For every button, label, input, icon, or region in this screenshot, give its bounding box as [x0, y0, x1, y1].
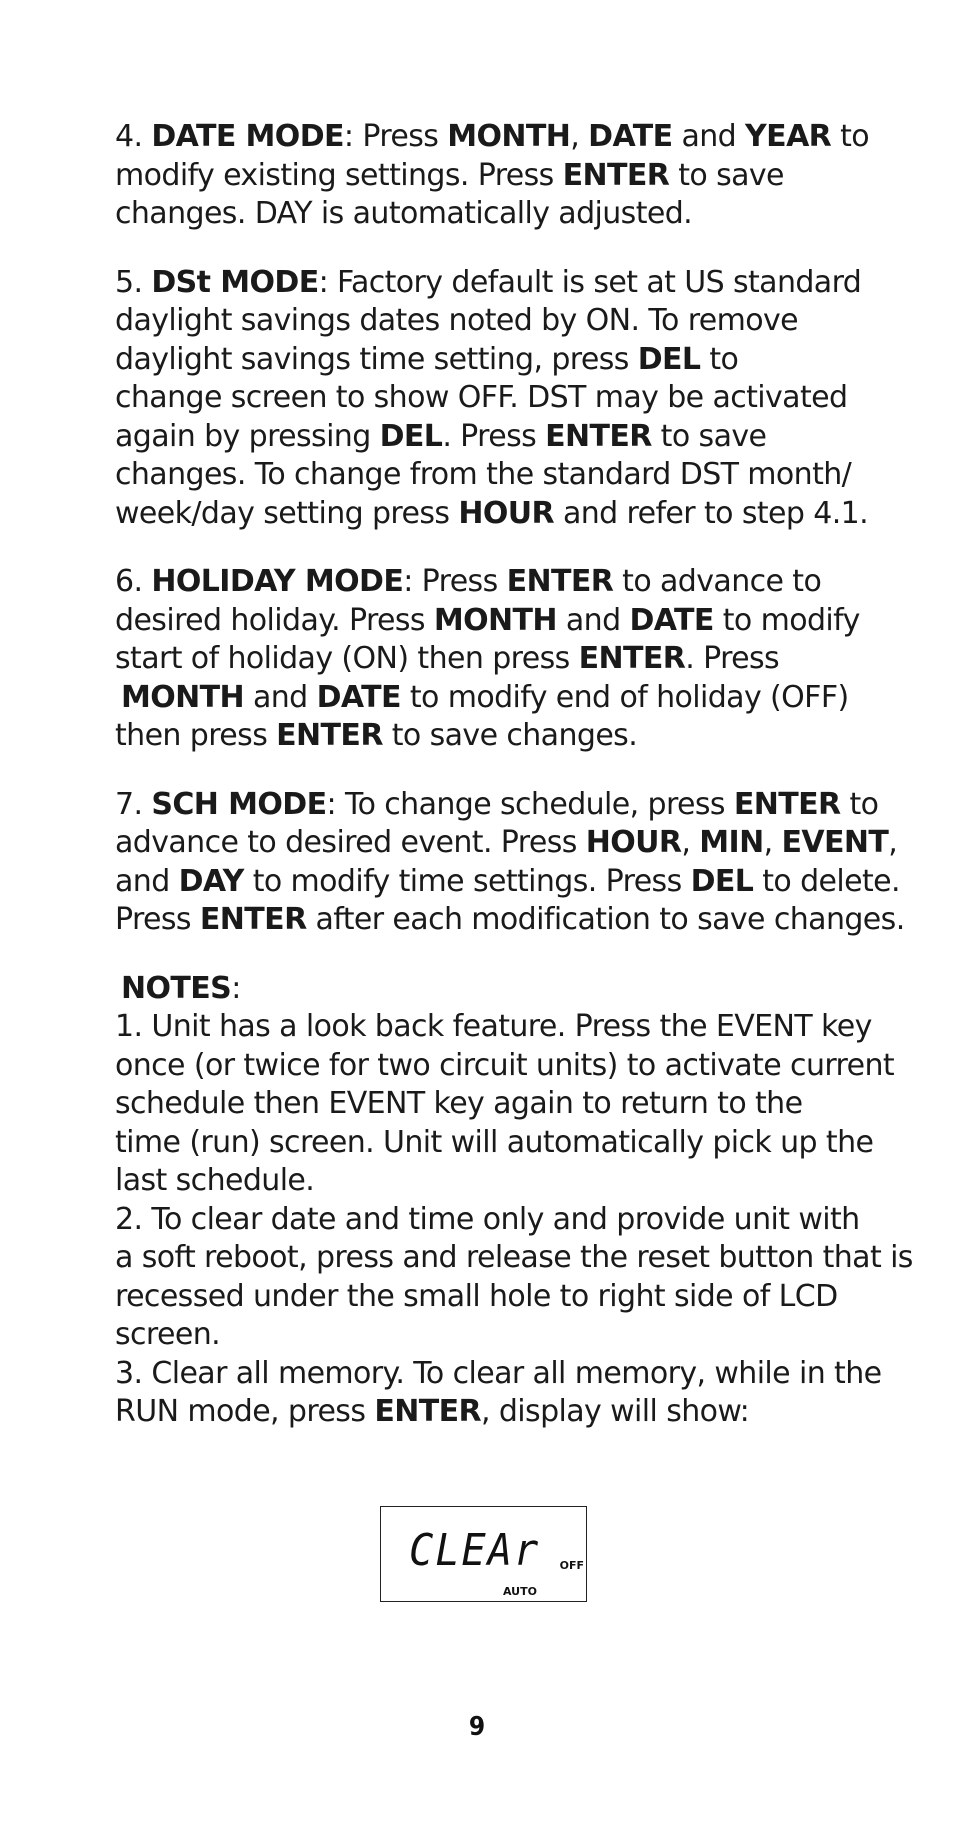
step-7-sch-mode: [115, 786, 905, 940]
key-name: DATE: [588, 119, 673, 154]
lcd-off-indicator: OFF: [559, 1559, 584, 1572]
note-line: a soft reboot, press and release the reset button that is: [115, 1240, 913, 1275]
text-line: [115, 717, 905, 756]
key-name: MIN: [699, 825, 764, 860]
note-line: 3. Clear all memory. To clear all memory, while in the: [115, 1355, 882, 1391]
key-name: ENTER: [562, 157, 670, 193]
notes-section: [115, 970, 913, 1432]
key-name: DATE: [629, 602, 714, 638]
text: : Press: [403, 564, 507, 599]
text: : Factory default is set at US standard: [318, 264, 862, 300]
key-name: ENTER: [276, 718, 383, 753]
text: to modify end of holiday (OFF): [400, 679, 849, 715]
mode-name: SCH MODE: [151, 786, 327, 822]
text-line: [115, 901, 905, 940]
text: again by pressing: [115, 418, 380, 454]
text: week/day setting press: [115, 495, 459, 531]
text: modify existing settings. Press: [115, 157, 563, 193]
text-line: [115, 495, 905, 534]
text: to: [831, 119, 870, 154]
text-line: [115, 418, 905, 457]
note-line: once (or twice for two circuit units) to activate current: [115, 1047, 895, 1083]
text-line: [115, 563, 905, 602]
text: to delete.: [753, 863, 900, 899]
text-line: [115, 264, 905, 303]
mode-name: HOLIDAY MODE: [151, 564, 404, 599]
key-name: HOUR: [585, 825, 682, 860]
key-name: DEL: [637, 341, 701, 377]
text: ,: [763, 825, 782, 860]
heading-text: NOTES: [121, 970, 232, 1006]
note-line: time (run) screen. Unit will automatically pick up the: [115, 1124, 874, 1160]
step-6-holiday-mode: [115, 563, 905, 756]
text: and: [244, 679, 317, 715]
key-name: DEL: [379, 418, 443, 454]
mode-name: DSt MODE: [151, 264, 319, 300]
text-line: [115, 640, 905, 679]
text-line: change screen to show OFF. DST may be activated: [115, 380, 848, 415]
key-name: MONTH: [447, 119, 571, 154]
note-line: recessed under the small hole to right side of LCD: [115, 1278, 838, 1314]
text: ,: [570, 119, 589, 154]
text: to: [840, 786, 879, 822]
note-line: 1. Unit has a look back feature. Press the EVENT key: [115, 1009, 872, 1044]
text: RUN mode, press: [115, 1394, 375, 1429]
key-name: ENTER: [545, 418, 652, 454]
text-line: [115, 824, 905, 863]
key-name: MONTH: [121, 679, 245, 715]
step-number: 4.: [115, 119, 152, 154]
text: start of holiday (ON) then press: [115, 641, 579, 676]
manual-page-content: [115, 118, 913, 1432]
text: :: [231, 970, 241, 1006]
text: after each modification to save changes.: [306, 902, 905, 937]
notes-heading: [115, 970, 905, 1009]
text-line: [115, 157, 905, 196]
key-name: DEL: [690, 863, 754, 899]
step-number: 7.: [115, 786, 152, 822]
lcd-display-illustration: [380, 1506, 587, 1602]
step-4-date-mode: [115, 118, 905, 234]
text-line: changes. DAY is automatically adjusted.: [115, 196, 693, 231]
step-number: 6.: [115, 564, 152, 599]
text-line: [115, 863, 905, 902]
page-number: 9: [468, 1712, 486, 1742]
text: to save: [669, 157, 784, 193]
text-line: [115, 679, 905, 718]
text: : To change schedule, press: [326, 786, 734, 822]
text: to modify: [713, 602, 860, 638]
text-line: [115, 118, 905, 157]
text: ,: [681, 825, 700, 860]
key-name: YEAR: [745, 119, 832, 154]
text: desired holiday. Press: [115, 602, 434, 638]
note-line: 2. To clear date and time only and provide unit with: [115, 1201, 860, 1237]
lcd-clear-text: CLEAr: [409, 1525, 541, 1576]
text: to save changes.: [382, 718, 638, 753]
text: and: [672, 119, 746, 154]
key-name: ENTER: [199, 902, 307, 937]
text: , display will show:: [480, 1394, 750, 1429]
text: daylight savings time setting, press: [115, 341, 638, 377]
text: then press: [115, 718, 277, 753]
mode-name: DATE MODE: [151, 119, 344, 154]
step-5-dst-mode: [115, 264, 905, 534]
key-name: HOUR: [458, 495, 555, 531]
note-line: screen.: [115, 1317, 221, 1352]
note-line: schedule then EVENT key again to return to the: [115, 1086, 803, 1121]
key-name: EVENT: [781, 825, 889, 860]
text: ,: [888, 825, 898, 860]
text-line: changes. To change from the standard DST month/: [115, 457, 852, 492]
text: and refer to step 4.1.: [554, 495, 869, 531]
key-name: DATE: [316, 679, 401, 715]
text: to: [700, 341, 739, 377]
text: and: [556, 602, 630, 638]
key-name: ENTER: [578, 641, 686, 676]
text-line: [115, 341, 905, 380]
text: advance to desired event. Press: [115, 825, 586, 860]
text-line: daylight savings dates noted by ON. To remove: [115, 303, 799, 338]
note-line: last schedule.: [115, 1163, 315, 1198]
note-line: [115, 1393, 905, 1432]
text: . Press: [685, 641, 780, 676]
text: to advance to: [613, 564, 822, 599]
key-name: DAY: [178, 863, 244, 899]
key-name: MONTH: [433, 602, 557, 638]
text: to modify time settings. Press: [243, 863, 691, 899]
key-name: ENTER: [733, 786, 841, 822]
key-name: ENTER: [374, 1394, 481, 1429]
lcd-auto-indicator: AUTO: [503, 1585, 537, 1598]
text: Press: [115, 902, 200, 937]
text-line: [115, 786, 905, 825]
text: : Press: [343, 119, 448, 154]
key-name: ENTER: [506, 564, 614, 599]
text: . Press: [442, 418, 546, 454]
text-line: [115, 602, 905, 641]
text: to save: [651, 418, 767, 454]
text: and: [115, 863, 179, 899]
step-number: 5.: [115, 264, 152, 300]
